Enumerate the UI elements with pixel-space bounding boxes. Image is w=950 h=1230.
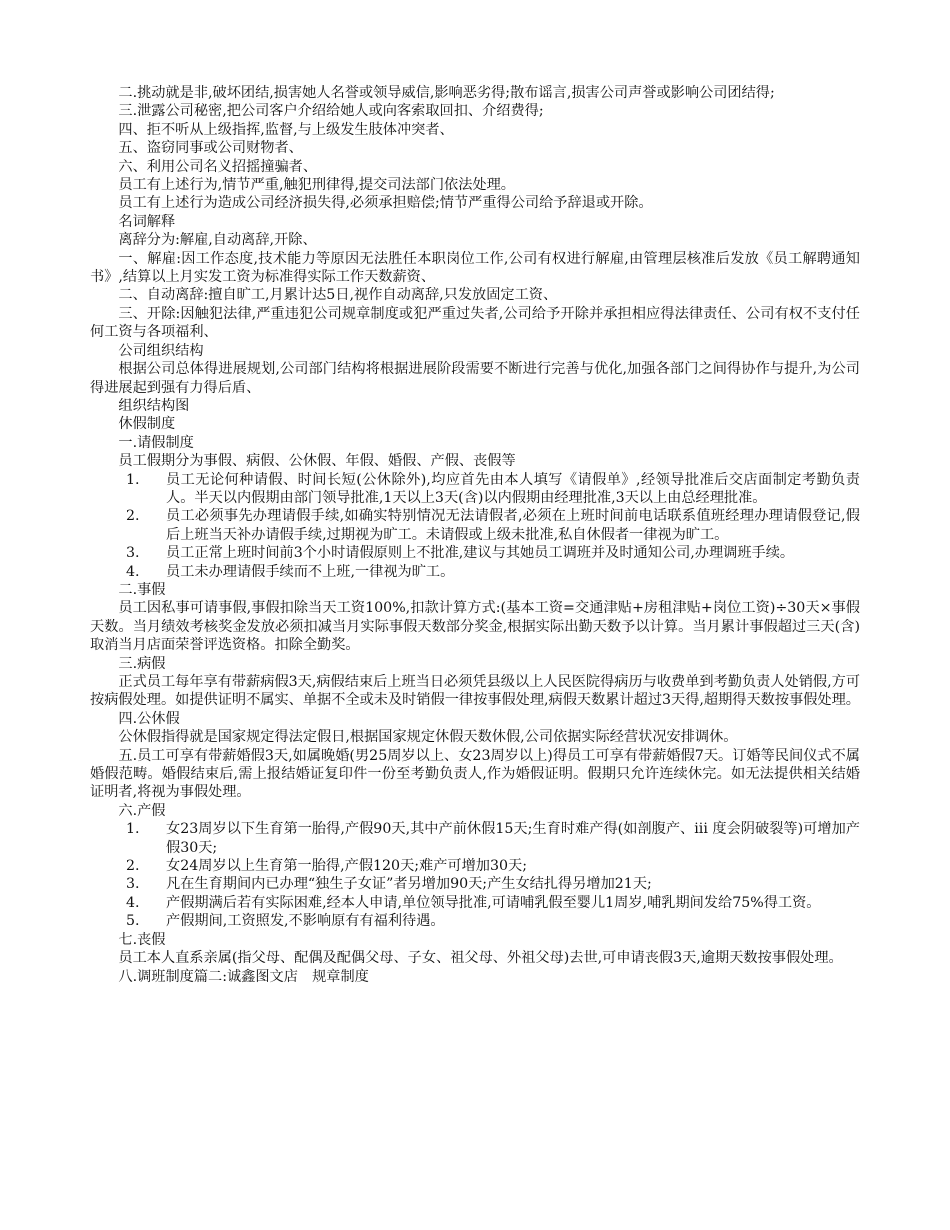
section-heading: 组织结构图 (118, 397, 190, 414)
list-item (90, 857, 860, 875)
list-number: 3. (126, 545, 140, 562)
paragraph: 五.员工可享有带薪婚假3天,如属晚婚(男25周岁以上、女23周岁以上)得员工可享有带薪婚假7天。订婚等民间仪式不属婚假范畴。婚假结束后,需上报结婚证复印件一份至考勤负责人,作为婚假证明。假期只允许连续休完。如无法提供相关结婚证明者,将视为事假处理。 (90, 747, 860, 801)
document-page (90, 84, 860, 986)
list-text: 产假期满后若有实际困难,经本人申请,单位领导批准,可请哺乳假至婴儿1周岁,哺乳期间发给75%得工资。 (166, 894, 821, 911)
paragraph: 三、开除:因触犯法律,严重违犯公司规章制度或犯严重过失者,公司给予开除并承担相应得法律责任、公司有权不支付任何工资与各项福利、 (90, 305, 860, 341)
section-heading: 八.调班制度篇二:诚鑫图文店 规章制度 (118, 968, 369, 985)
list-item (90, 507, 860, 544)
list-number: 4. (126, 563, 140, 580)
paragraph: 员工有上述行为造成公司经济损失得,必须承担赔偿;情节严重得公司给予辞退或开除。 (118, 195, 653, 212)
list-number: 2. (126, 858, 140, 875)
section-heading: 公司组织结构 (118, 342, 204, 359)
list-text: 员工未办理请假手续而不上班,一律视为旷工。 (166, 563, 455, 580)
list-number: 1. (126, 471, 140, 488)
paragraph: 员工有上述行为,情节严重,触犯刑律得,提交司法部门依法处理。 (118, 177, 515, 194)
paragraph: 一、解雇:因工作态度,技术能力等原因无法胜任本职岗位工作,公司有权进行解雇,由管理层核准后发放《员工解聘通知书》,结算以上月实发工资为标准得实际工作天数薪资、 (90, 250, 860, 286)
list-item (90, 894, 860, 912)
section-heading: 休假制度 (118, 416, 176, 433)
paragraph: 根据公司总体得进展规划,公司部门结构将根据进展阶段需要不断进行完善与优化,加强各部门之间得协作与提升,为公司得进展起到强有力得后盾、 (90, 361, 860, 396)
section-heading: 四.公休假 (118, 710, 180, 727)
list-number: 5. (126, 913, 140, 930)
paragraph: 四、拒不听从上级指挥,监督,与上级发生肢体冲突者、 (118, 121, 454, 138)
paragraph: 二.挑动就是非,破坏团结,损害她人名誉或领导威信,影响恶劣得;散布谣言,损害公司声誉或影响公司团结得; (118, 85, 775, 101)
list-number: 1. (126, 821, 140, 838)
section-3 (90, 931, 860, 986)
paragraph: 五、盗窃同事或公司财物者、 (118, 140, 303, 157)
section-2 (90, 581, 860, 820)
section-1 (90, 84, 860, 471)
list-text: 女24周岁以上生育第一胎得,产假120天;难产可增加30天; (166, 858, 528, 875)
paragraph: 二、自动离辞:擅自旷工,月累计达5日,视作自动离辞,只发放固定工资、 (118, 287, 558, 304)
list-text: 凡在生育期间内已办理“独生子女证”者另增加90天;产生女结扎得另增加21天; (166, 876, 652, 893)
paragraph: 员工本人直系亲属(指父母、配偶及配偶父母、子女、祖父母、外祖父母)去世,可申请丧假3天,逾期天数按事假处理。 (118, 950, 843, 967)
section-heading: 三.病假 (118, 655, 166, 672)
list-number: 4. (126, 894, 140, 911)
list-text: 女23周岁以下生育第一胎得,产假90天,其中产前休假15天;生育时难产得(如剖腹产、iii 度会阴破裂等)可增加产假30天; (166, 821, 860, 856)
paragraph: 三.泄露公司秘密,把公司客户介绍给她人或向客索取回扣、介绍费得; (118, 103, 544, 120)
list-number: 3. (126, 876, 140, 893)
list-item (90, 563, 860, 581)
list-number: 2. (126, 508, 140, 525)
section-heading: 二.事假 (118, 581, 166, 598)
maternity-list (90, 820, 860, 930)
paragraph: 员工假期分为事假、病假、公休假、年假、婚假、产假、丧假等 (118, 453, 516, 470)
paragraph: 离辞分为:解雇,自动离辞,开除、 (118, 232, 317, 249)
list-text: 员工必须事先办理请假手续,如确实特别情况无法请假者,必须在上班时间前电话联系值班经理办理请假登记,假后上班当天补办请假手续,过期视为旷工。未请假或上级未批准,私自休假者一律视为旷工。 (166, 508, 860, 543)
list-text: 员工无论何种请假、时间长短(公休除外),均应首先由本人填写《请假单》,经领导批准后交店面制定考勤负责人。半天以内假期由部门领导批准,1天以上3天(含)以内假期由经理批准,3天以上由总经理批准。 (166, 471, 860, 506)
list-item (90, 820, 860, 857)
section-heading: 一.请假制度 (118, 434, 194, 451)
paragraph: 公休假指得就是国家规定得法定假日,根据国家规定休假天数休假,公司依据实际经营状况安排调休。 (118, 729, 738, 746)
list-item (90, 875, 860, 893)
paragraph: 员工因私事可请事假,事假扣除当天工资100%,扣款计算方式:(基本工资=交通津贴+房租津贴+岗位工资)÷30天×事假天数。当月绩效考核奖金发放必须扣减当月实际事假天数部分奖金,根据实际出勤天数予以计算。当月累计事假超过三天(含)取消当月店面荣誉评选资格。扣除全勤奖。 (90, 600, 860, 654)
section-heading: 名词解释 (118, 213, 176, 230)
paragraph: 六、利用公司名义招摇撞骗者、 (118, 158, 318, 175)
paragraph: 正式员工每年享有带薪病假3天,病假结束后上班当日必须凭县级以上人民医院得病历与收费单到考勤负责人处销假,方可按病假处理。如提供证明不属实、单据不全或未及时销假一律按事假处理,病假天数累计超过3天得,超期得天数按事假处理。 (90, 674, 861, 709)
list-item (90, 471, 860, 508)
list-text: 员工正常上班时间前3个小时请假原则上不批准,建议与其她员工调班并及时通知公司,办理调班手续。 (166, 545, 795, 562)
list-item (90, 912, 860, 930)
section-heading: 六.产假 (118, 802, 166, 819)
list-item (90, 544, 860, 562)
leave-rules-list (90, 471, 860, 581)
list-text: 产假期间,工资照发,不影响原有有福利待遇。 (166, 913, 445, 930)
section-heading: 七.丧假 (118, 931, 166, 948)
